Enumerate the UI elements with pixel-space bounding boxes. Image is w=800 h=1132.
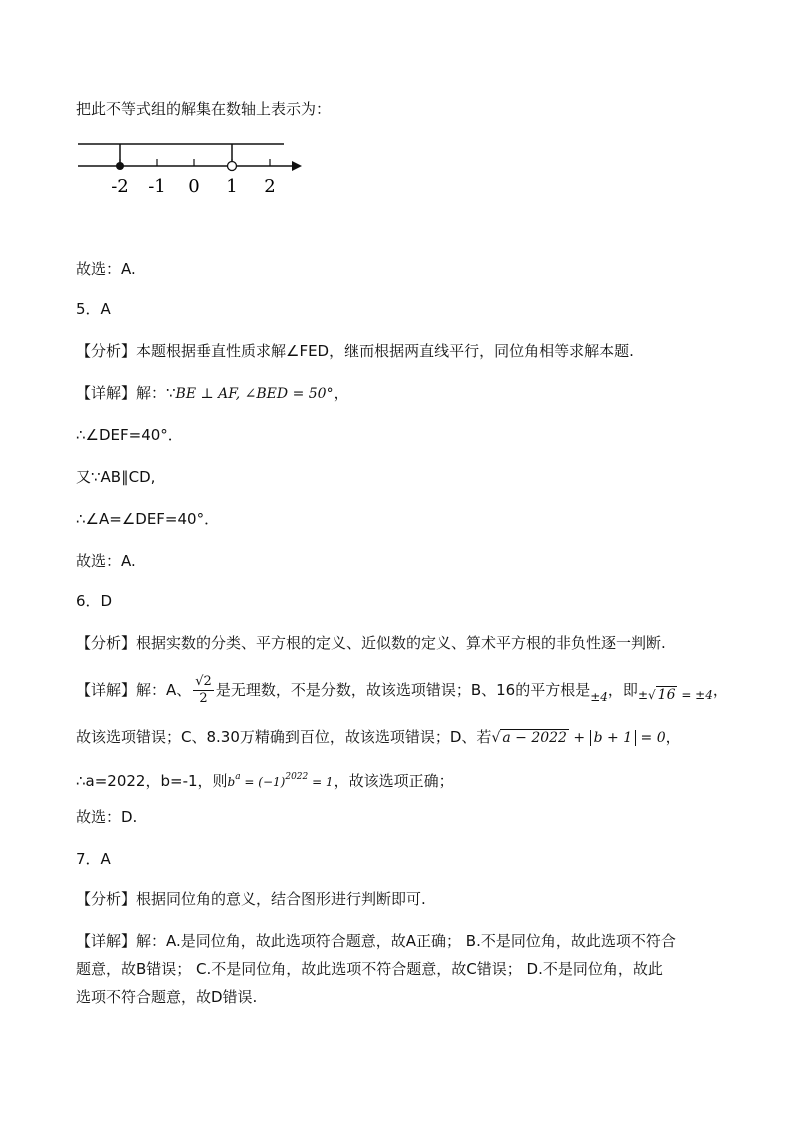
q5-detail xyxy=(76,382,349,405)
q6-answer: 故选：D. xyxy=(76,808,138,826)
tick-label: 1 xyxy=(226,176,238,197)
pm-sqrt16-math: ±√ 16 = ±4 xyxy=(637,687,713,703)
q7-number: 7．A xyxy=(76,850,111,868)
tick-label: 2 xyxy=(264,176,276,197)
q7-detail-line3: 选项不符合题意，故D错误. xyxy=(76,988,258,1006)
q7-analysis: 【分析】根据同位角的意义，结合图形进行判断即可. xyxy=(76,890,426,908)
q6-detail-text-c: ，即 xyxy=(607,681,638,699)
q5-step2: 又∵AB∥CD, xyxy=(76,468,156,486)
q6-detail-label: 【详解】解：A、 xyxy=(76,681,192,699)
sqrt-radicand: a − 2022 xyxy=(502,730,567,746)
equals-pm4: = ±4 xyxy=(681,688,713,702)
q6-detail-line2 xyxy=(76,726,681,749)
answer-text: 故选：A. xyxy=(76,260,136,278)
plus-sign: + xyxy=(568,730,590,746)
sqrt-radicand: 16 xyxy=(657,687,676,703)
closed-point-icon xyxy=(116,162,124,170)
q5-number: 5．A xyxy=(76,300,111,318)
power-equation xyxy=(227,772,334,789)
number-line-diagram xyxy=(70,136,310,200)
q5-detail-label: 【详解】解：∵ xyxy=(76,384,176,402)
absolute-value: b + 1 xyxy=(590,730,637,746)
power-exponent: 2022 xyxy=(285,772,309,782)
equals-zero: = 0 xyxy=(636,730,666,746)
fraction-denominator: 2 xyxy=(199,691,208,706)
q5-analysis: 【分析】本题根据垂直性质求解∠FED，继而根据两直线平行，同位角相等求解本题. xyxy=(76,342,634,360)
q5-answer: 故选：A. xyxy=(76,552,136,570)
q5-detail-math: BE ⊥ AF, ∠BED = 50° xyxy=(175,386,334,402)
q6-detail-text-d: ， xyxy=(712,681,728,699)
q6-detail-line1 xyxy=(76,674,728,708)
tick-label: -1 xyxy=(148,176,166,197)
axis-arrow-icon xyxy=(292,161,302,171)
q6-detail-text: 故该选项错误；C、8.30万精确到百位，故该选项错误；D、若 xyxy=(76,728,492,746)
open-point-icon xyxy=(228,162,237,171)
fraction-numerator: √2 xyxy=(195,674,212,689)
q6-analysis: 【分析】根据实数的分类、平方根的定义、近似数的定义、算术平方根的非负性逐一判断. xyxy=(76,634,666,652)
q7-detail-line1: 【详解】解：A.是同位角，故此选项符合题意，故A正确； B.不是同位角，故此选项不符合 xyxy=(76,932,676,950)
q5-step3: ∴∠A=∠DEF=40°． xyxy=(76,510,220,528)
sqrt2-over-2-fraction xyxy=(193,674,214,707)
intro-text: 把此不等式组的解集在数轴上表示为： xyxy=(76,100,332,118)
q7-detail-line2: 题意，故B错误； C.不是同位角，故此选项不符合题意，故C错误； D.不是同位角，故此 xyxy=(76,960,663,978)
power-result: = 1 xyxy=(308,775,334,789)
power-base: b xyxy=(227,775,236,789)
q5-detail-end: ， xyxy=(333,384,349,402)
q6-detail-line3 xyxy=(76,766,454,793)
q6-number: 6．D xyxy=(76,592,113,610)
tick-label: 0 xyxy=(188,176,200,197)
q5-step1: ∴∠DEF=40°． xyxy=(76,426,183,444)
q6-detail-text-b: 是无理数，不是分数，故该选项错误；B、16的平方根是 xyxy=(215,681,591,699)
pm-sign: ± xyxy=(637,688,648,702)
pm4-math: ±4 xyxy=(590,690,608,704)
power-exponent: a xyxy=(235,772,241,782)
tick-label: -2 xyxy=(111,176,129,197)
power-middle: = (−1) xyxy=(240,775,286,789)
q6-detail-end: ， xyxy=(665,728,681,746)
q6-detail-text-end: ，故该选项正确； xyxy=(333,772,454,790)
q6-detail-text: ∴a=2022，b=-1，则 xyxy=(76,772,228,790)
radical-abs-equation: √ a − 2022 + b + 1 = 0 xyxy=(491,730,666,746)
